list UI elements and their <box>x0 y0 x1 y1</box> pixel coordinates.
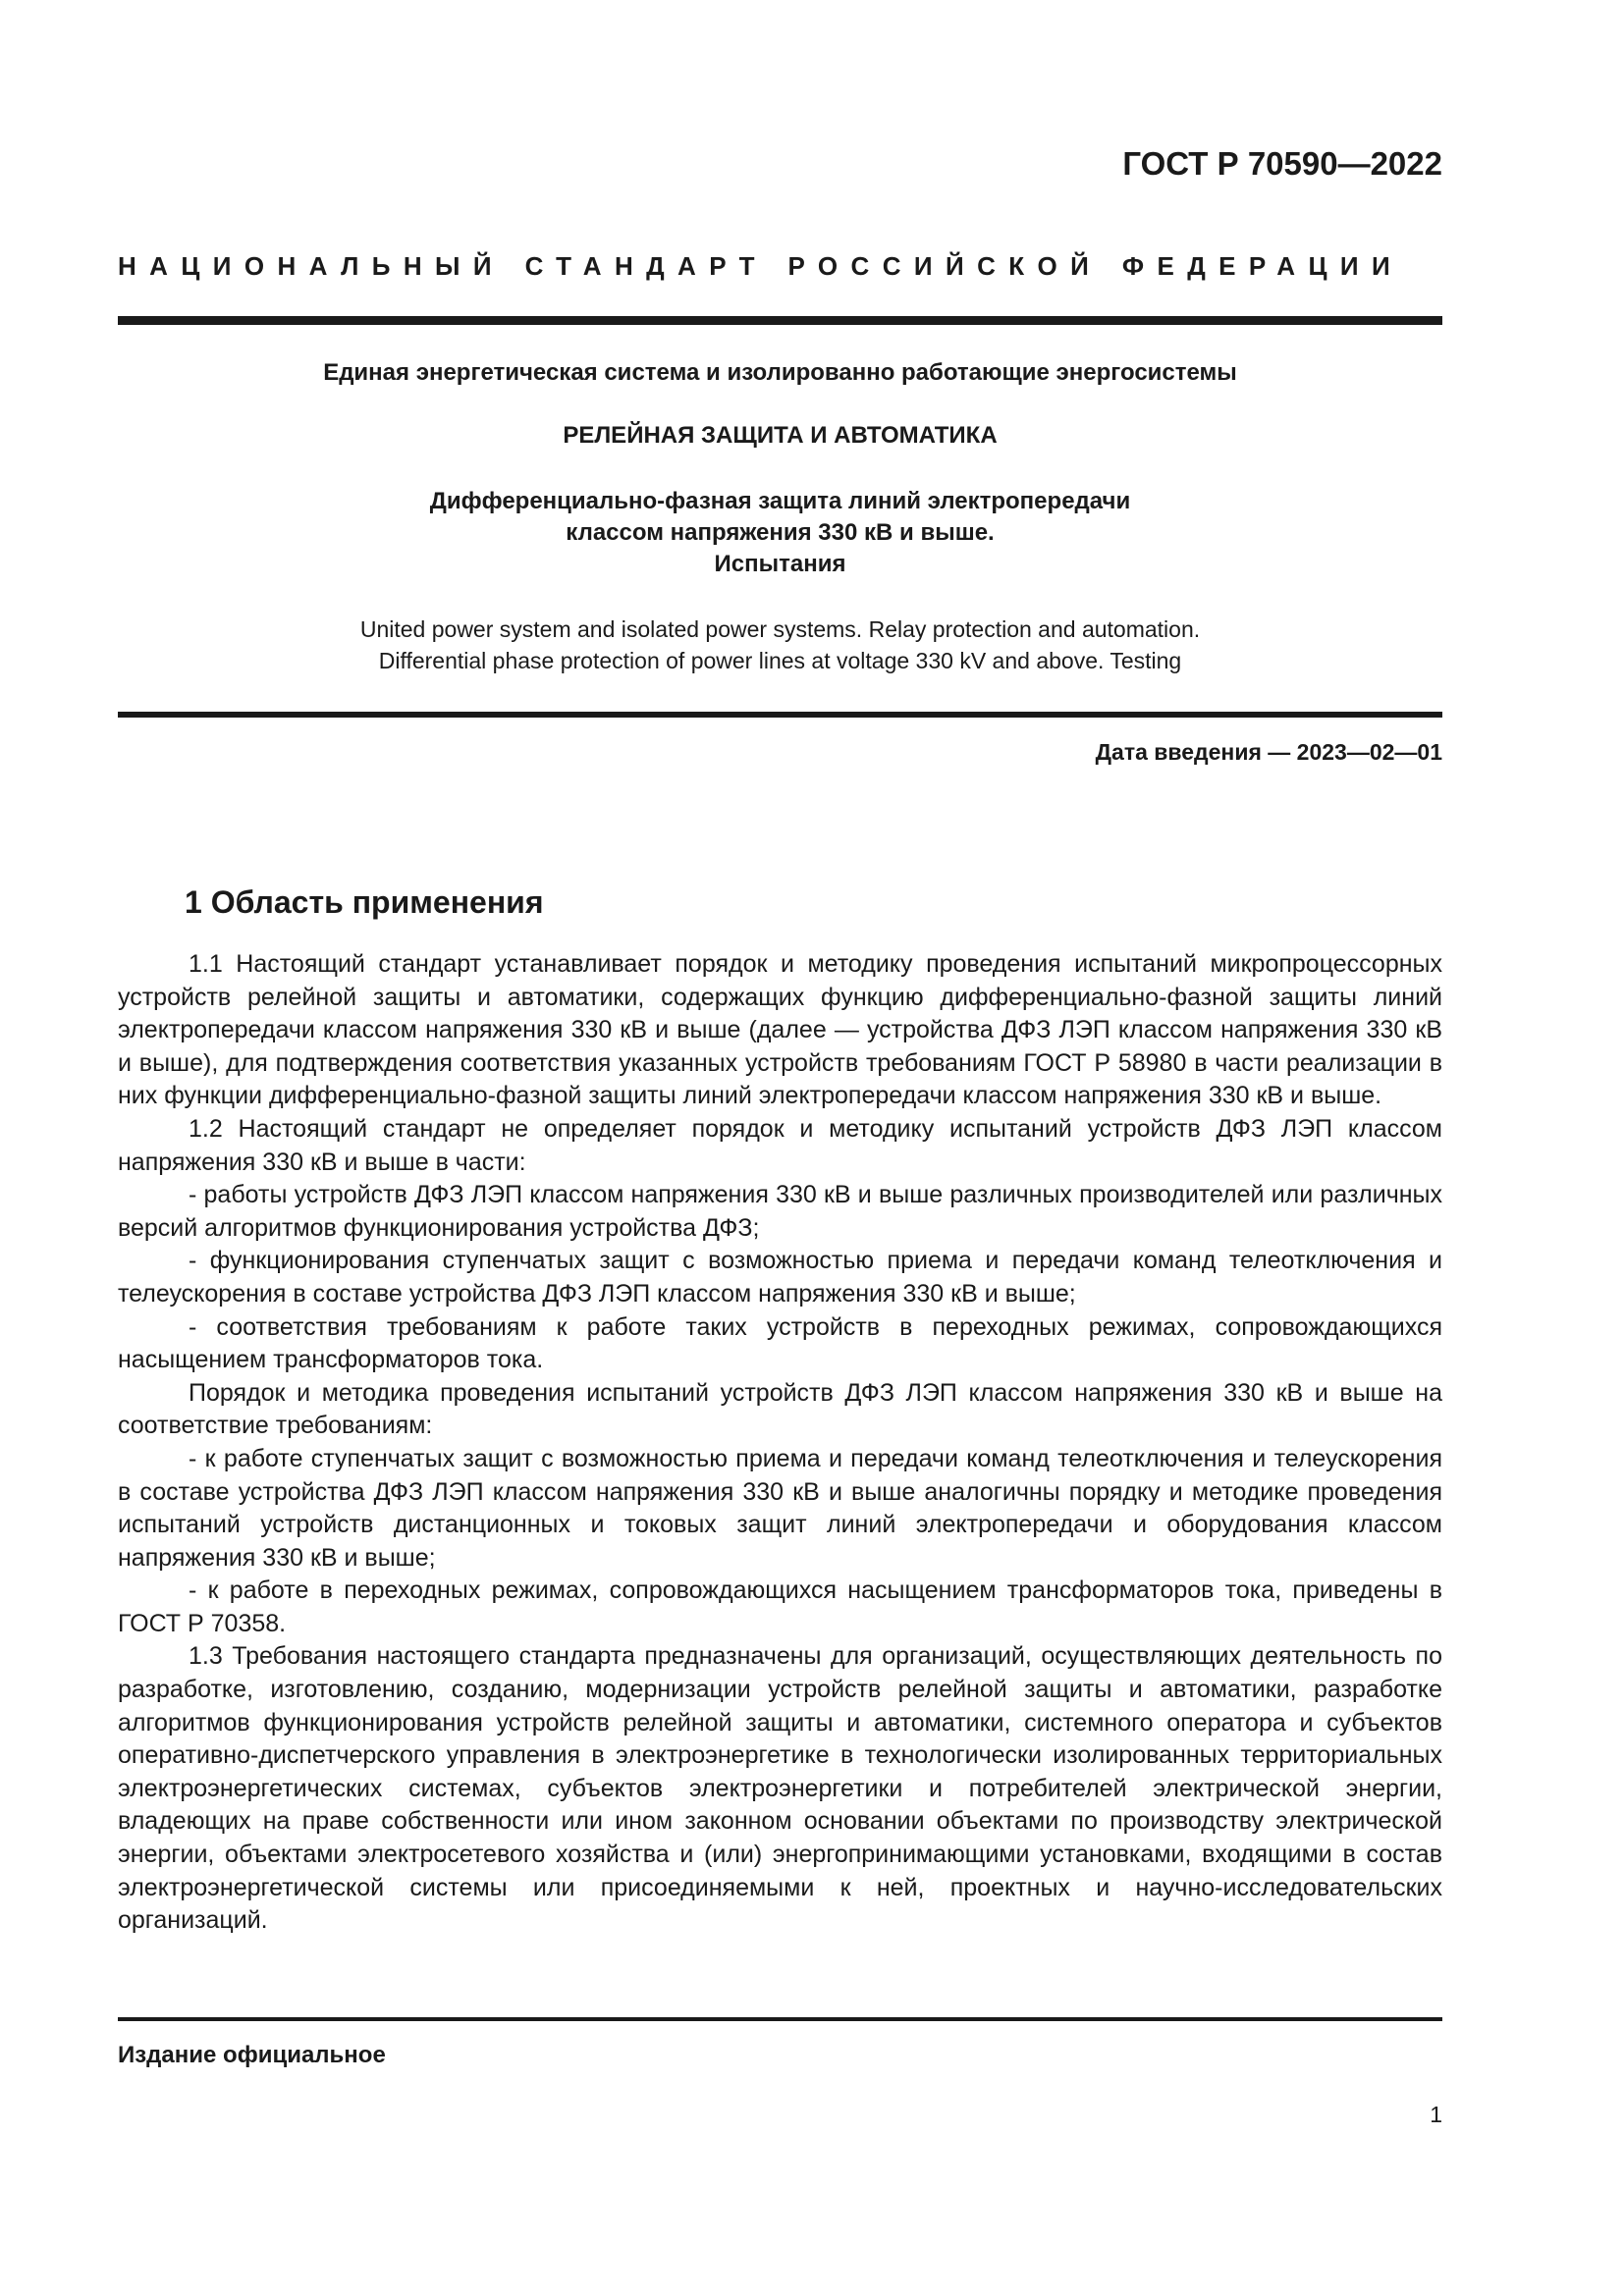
title-main-line-1: Дифференциально-фазная защита линий электропередачи <box>429 488 1131 514</box>
paragraph: 1.3 Требования настоящего стандарта предназначены для организаций, осуществляющих деятельность по разработке, изготовлению, созданию, модернизации устройств релейной защиты и автоматики, разработке алгоритмов функционирования устройств релейной защиты и автоматики, системного оператора и субъектов оперативно-диспетчерского управления в электроэнергетике в технологически изолированных территориальных электроэнергетических системах, субъектов электроэнергетики и потребителей электрической энергии, владеющих на праве собственности или ином законном основании объектами по производству электрической энергии, объектами электросетевого хозяйства и (или) энергопринимающими установками, входящими в состав электроэнергетической системы или присоединяемыми к ней, проектных и научно-исследовательских организаций. <box>118 1642 1442 1935</box>
paragraph: 1.1 Настоящий стандарт устанавливает порядок и методику проведения испытаний микропроцессорных устройств релейной защиты и автоматики, содержащих функцию дифференциально-фазной защиты линий электропередачи классом напряжения 330 кВ и выше (далее — устройства ДФЗ ЛЭП классом напряжения 330 кВ и выше), для подтверждения соответствия указанных устройств требованиям ГОСТ Р 58980 в части реализации в них функции дифференциально-фазной защиты линий электропередачи классом напряжения 330 кВ и выше. <box>118 950 1442 1110</box>
edition-label: Издание официальное <box>118 2042 386 2068</box>
document-code: ГОСТ Р 70590—2022 <box>1122 145 1442 182</box>
title-system: Единая энергетическая система и изолированно работающие энергосистемы <box>323 359 1237 386</box>
paragraph: Порядок и методика проведения испытаний устройств ДФЗ ЛЭП классом напряжения 330 кВ и выше на соответствие требованиям: <box>118 1378 1442 1440</box>
national-standard-heading: НАЦИОНАЛЬНЫЙ СТАНДАРТ РОССИЙСКОЙ ФЕДЕРАЦИИ <box>118 251 1404 281</box>
list-item: - к работе в переходных режимах, сопровождающихся насыщением трансформаторов тока, приведены в ГОСТ Р 70358. <box>118 1576 1442 1637</box>
list-item: - соответствия требованиям к работе таких устройств в переходных режимах, сопровождающихся насыщением трансформаторов тока. <box>118 1312 1442 1374</box>
section-title: 1 Область применения <box>185 884 544 920</box>
introduction-date: Дата введения — 2023—02—01 <box>1095 739 1442 765</box>
title-english <box>118 614 1442 676</box>
top-divider <box>118 316 1442 325</box>
list-item: - работы устройств ДФЗ ЛЭП классом напряжения 330 кВ и выше различных производителей или различных версий алгоритмов функционирования устройства ДФЗ; <box>118 1181 1442 1242</box>
footer-divider <box>118 2017 1442 2021</box>
title-main-line-2: классом напряжения 330 кВ и выше. <box>566 519 995 546</box>
title-english-line-2: Differential phase protection of power lines at voltage 330 kV and above. Testing <box>378 648 1182 673</box>
title-divider <box>118 712 1442 718</box>
title-category: РЕЛЕЙНАЯ ЗАЩИТА И АВТОМАТИКА <box>563 422 998 449</box>
paragraph: 1.2 Настоящий стандарт не определяет порядок и методику испытаний устройств ДФЗ ЛЭП классом напряжения 330 кВ и выше в части: <box>118 1114 1442 1176</box>
page-number: 1 <box>1430 2102 1442 2127</box>
title-main-line-3: Испытания <box>714 551 846 577</box>
title-main <box>118 486 1442 580</box>
list-item: - функционирования ступенчатых защит с возможностью приема и передачи команд телеотключения и телеускорения в составе устройства ДФЗ ЛЭП классом напряжения 330 кВ и выше; <box>118 1247 1442 1308</box>
section-body <box>118 948 1442 1938</box>
title-english-line-1: United power system and isolated power systems. Relay protection and automation. <box>359 616 1201 642</box>
list-item: - к работе ступенчатых защит с возможностью приема и передачи команд телеотключения и телеускорения в составе устройства ДФЗ ЛЭП классом напряжения 330 кВ и выше аналогичны порядку и методике проведения испытаний устройств дистанционных и токовых защит линий электропередачи и оборудования классом напряжения 330 кВ и выше; <box>118 1444 1442 1572</box>
